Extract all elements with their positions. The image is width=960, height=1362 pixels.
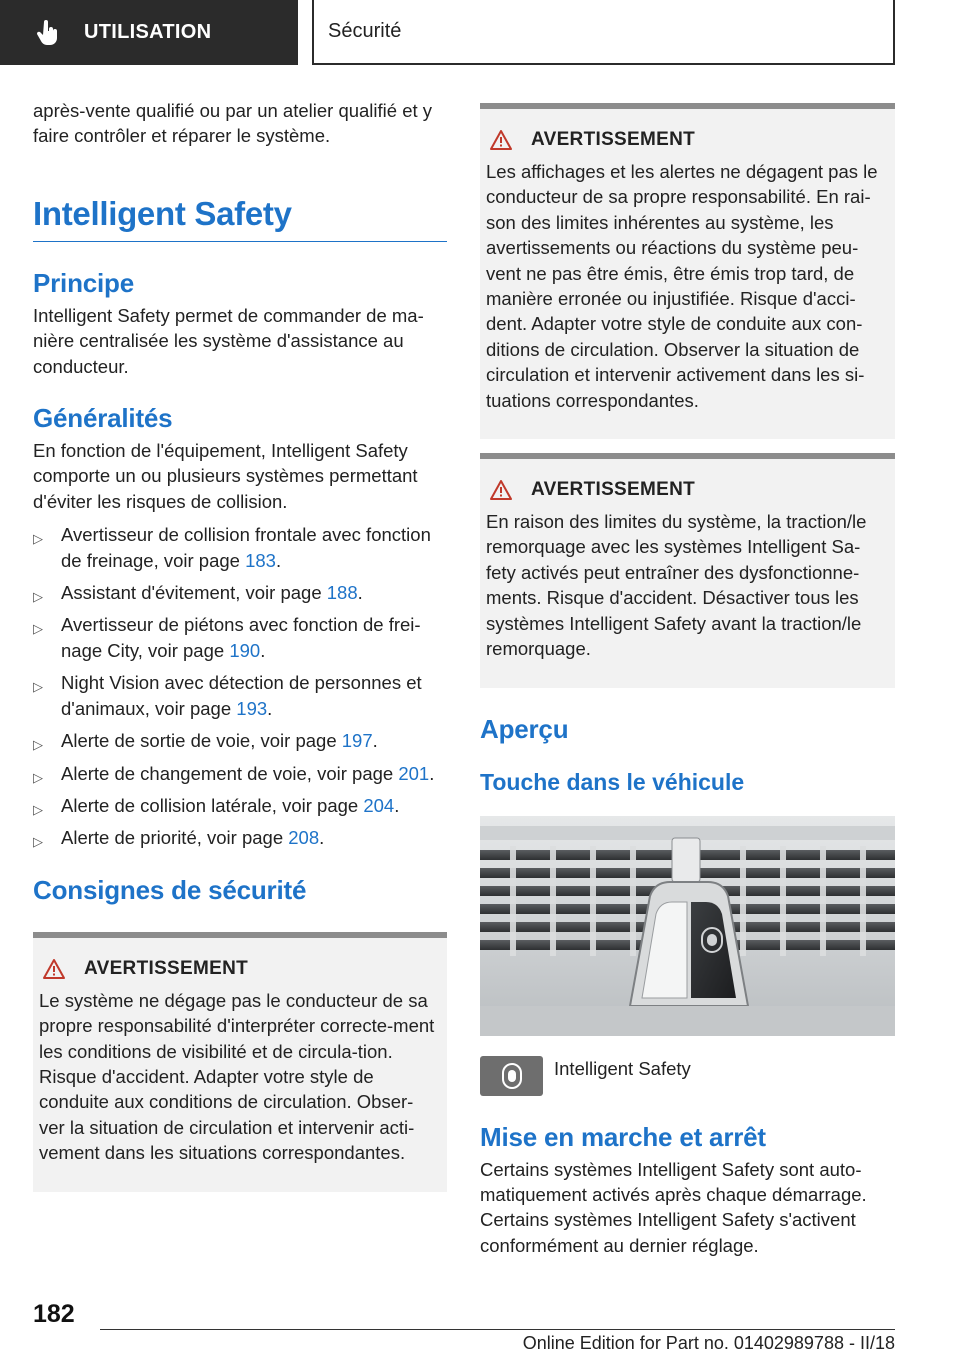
section-title: Sécurité — [312, 0, 895, 65]
touche-heading: Touche dans le véhicule — [480, 768, 745, 795]
intro-paragraph: après-vente qualifié ou par un atelier qualifié et y faire contrôler et réparer le système. — [33, 100, 433, 147]
vehicle-panel-illustration — [480, 816, 895, 1036]
warning-triangle-icon — [489, 129, 513, 151]
list-item: ▷ Assistant d'évitement, voir page 188. — [33, 580, 447, 605]
list-item: ▷ Avertisseur de piétons avec fonction de frei-nage City, voir page 190. — [33, 614, 421, 661]
page-link[interactable]: 208 — [288, 827, 320, 849]
list-item: ▷ Alerte de collision latérale, voir page 204. — [33, 793, 447, 818]
list-item-text: Alerte de changement de voie, voir page — [61, 762, 399, 784]
apercu-heading: Aperçu — [480, 713, 569, 744]
page-title: Intelligent Safety — [33, 195, 447, 242]
warning-triangle-icon — [42, 958, 66, 980]
warning-text: En raison des limites du système, la traction/le remorquage avec les systèmes Intelligent Sa-fety activés peut entraîner des dysfonctionne-ments. Risque d'accident. Désactiver tous les systèmes Intelligent Safety avant la traction/le remorquage. — [486, 511, 867, 660]
legend-row — [480, 1056, 895, 1096]
list-item-text: Assistant d'évitement, voir page — [61, 582, 327, 604]
warning-box — [480, 453, 895, 687]
page-link[interactable]: 190 — [229, 639, 261, 661]
hand-pointer-icon — [34, 19, 62, 47]
system-list — [33, 522, 447, 850]
list-item: ▷ Alerte de priorité, voir page 208. — [33, 825, 447, 850]
triangle-bullet-icon: ▷ — [33, 589, 43, 605]
triangle-bullet-icon: ▷ — [33, 737, 43, 753]
list-item: ▷ Alerte de changement de voie, voir page 201. — [33, 761, 447, 786]
list-item-text: Alerte de sortie de voie, voir page — [61, 730, 342, 752]
list-item: ▷ Alerte de sortie de voie, voir page 197. — [33, 728, 447, 753]
warning-text: Le système ne dégage pas le conducteur de sa propre responsabilité d'interpréter correcte-ment les conditions de visibilité et de circula-tion. Risque d'accident. Adapter votre style de conduite aux conditions de circulation. Obser-ver la situation de circulation et intervenir acti-vement dans les situations correspondantes. — [39, 989, 435, 1164]
generalites-heading: Généralités — [33, 403, 173, 434]
triangle-bullet-icon: ▷ — [33, 531, 43, 547]
warning-box — [480, 103, 895, 439]
warning-header — [486, 479, 887, 501]
list-item-text: Alerte de collision latérale, voir page — [61, 794, 364, 816]
edition-text: Online Edition for Part no. 01402989788 - II/18 — [522, 1333, 895, 1353]
legend-label: Intelligent Safety — [554, 1057, 691, 1079]
vehicle-button-photo — [480, 816, 895, 1036]
chapter-tab[interactable] — [0, 0, 298, 65]
page-number: 182 — [33, 1300, 75, 1328]
marche-paragraph: Certains systèmes Intelligent Safety sont auto-matiquement activés après chaque démarrage. Certains systèmes Intelligent Safety s'activent conformément au dernier réglage. — [480, 1158, 867, 1256]
list-item: ▷ Night Vision avec détection de personnes et d'animaux, voir page 193. — [33, 672, 422, 719]
left-column — [33, 98, 447, 1192]
triangle-bullet-icon: ▷ — [33, 801, 43, 817]
page-link[interactable]: 204 — [363, 794, 395, 816]
triangle-bullet-icon: ▷ — [33, 834, 43, 850]
warning-header — [39, 958, 439, 980]
warning-box — [33, 932, 447, 1192]
right-column — [480, 103, 895, 1258]
page-link[interactable]: 188 — [326, 582, 358, 604]
page-link[interactable]: 183 — [245, 549, 276, 571]
warning-text: Les affichages et les alertes ne dégagent pas le conducteur de sa propre responsabilité. En rai-son des limites inhérentes au système, les avertissements ou réactions du système peu-vent ne pas être émis, être émis trop tard, de manière erronée ou injustifiée. Risque d'acci-dent. Adapter votre style de conduite aux con-ditions de circulation. Observer la situation de circulation et intervenir activement dans les si-tuations correspondantes. — [486, 161, 878, 411]
warning-header — [486, 129, 887, 151]
warning-label: AVERTISSEMENT — [531, 129, 696, 150]
consignes-heading: Consignes de sécurité — [33, 874, 307, 905]
page-link[interactable]: 197 — [341, 730, 373, 752]
generalites-paragraph: En fonction de l'équipement, Intelligent Safety comporte un ou plusieurs systèmes permettant d'éviter les risques de collision. — [33, 440, 418, 512]
list-item-text: Alerte de priorité, voir page — [61, 827, 289, 849]
marche-heading: Mise en marche et arrêt — [480, 1121, 766, 1152]
intelligent-safety-icon — [480, 1056, 543, 1096]
page-link[interactable]: 193 — [236, 697, 268, 719]
triangle-bullet-icon: ▷ — [33, 769, 43, 785]
triangle-bullet-icon: ▷ — [33, 679, 43, 695]
triangle-bullet-icon: ▷ — [33, 621, 43, 637]
list-item-text: Night Vision avec détection de personnes et d'animaux, voir page — [61, 672, 422, 719]
principe-heading: Principe — [33, 267, 134, 298]
principe-paragraph: Intelligent Safety permet de commander de ma-nière centralisée les système d'assistance au conducteur. — [33, 304, 424, 377]
chapter-title: UTILISATION — [84, 21, 212, 43]
list-item-text: Avertisseur de collision frontale avec fonction de freinage, voir page — [61, 524, 431, 571]
list-item: ▷ Avertisseur de collision frontale avec fonction de freinage, voir page 183. — [33, 524, 431, 571]
footer-divider — [100, 1329, 895, 1330]
page-link[interactable]: 201 — [398, 762, 430, 784]
list-item-text: Avertisseur de piétons avec fonction de frei-nage City, voir page — [61, 614, 421, 661]
warning-label: AVERTISSEMENT — [84, 957, 249, 979]
warning-triangle-icon — [489, 479, 513, 501]
warning-label: AVERTISSEMENT — [531, 479, 696, 501]
